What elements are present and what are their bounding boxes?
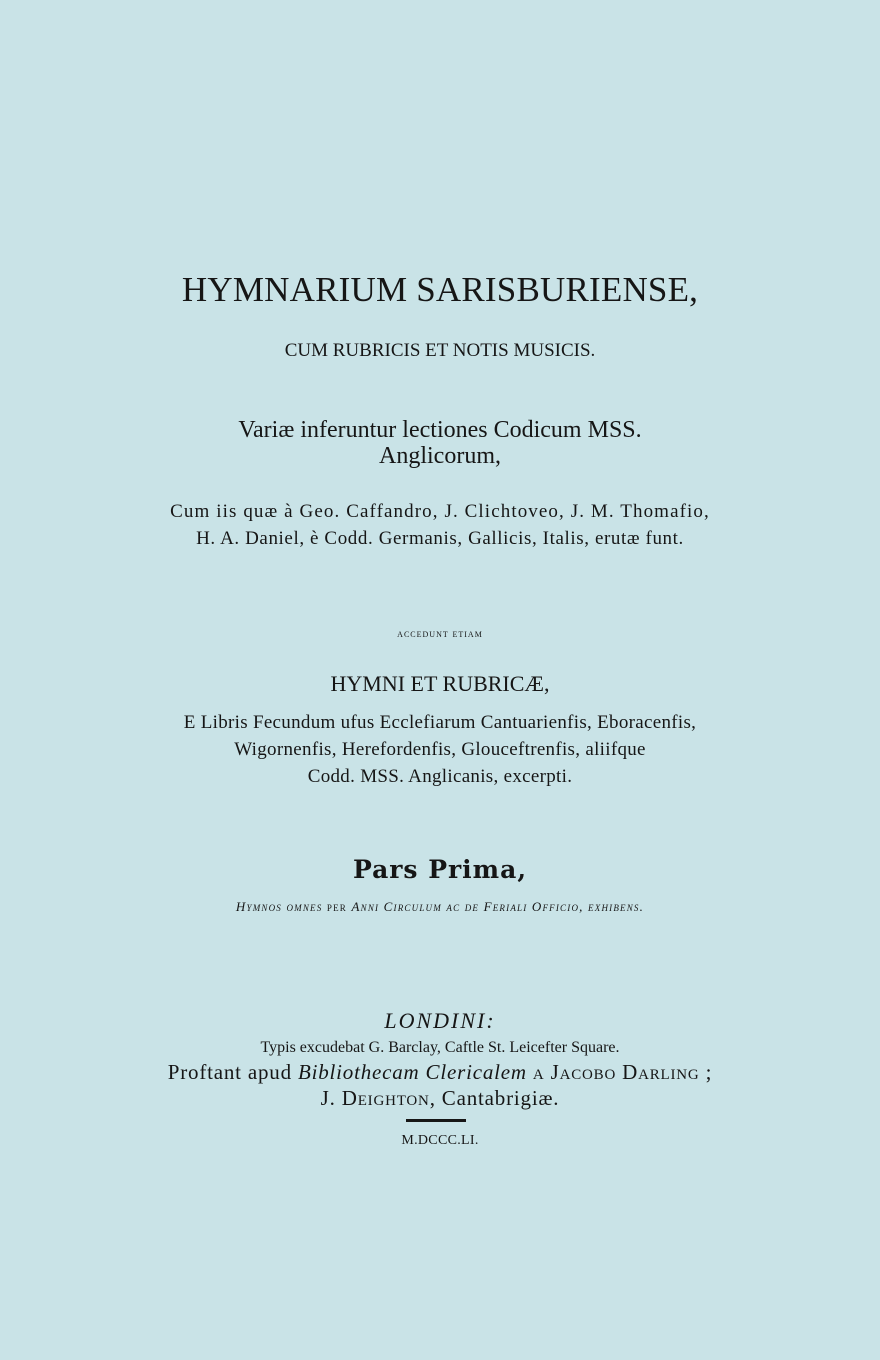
- imprint-printer: Typis excudebat G. Barclay, Caftle St. Leicefter Square.: [260, 1039, 620, 1056]
- prostant-a: Proftant apud: [167, 1060, 298, 1084]
- prostant-b: Bibliothecam Clericalem: [297, 1060, 527, 1084]
- hymnos-part-a: Hymnos omnes: [235, 899, 323, 914]
- hymnos-part-b: per: [322, 899, 352, 914]
- deighton-a: J.: [320, 1086, 342, 1110]
- cum-iis-line-2: H. A. Daniel, è Codd. Germanis, Gallicis, Italis, erutæ funt.: [196, 528, 684, 549]
- variae-line-2: Anglicorum,: [379, 443, 501, 469]
- accedunt-etiam: accedunt etiam: [397, 628, 483, 640]
- hymni-heading: HYMNI ET RUBRICÆ,: [330, 671, 550, 696]
- e-libris-line-1: E Libris Fecundum ufus Ecclefiarum Cantuarienfis, Eboracenfis,: [183, 712, 697, 733]
- imprint-deighton: [0, 1088, 880, 1109]
- imprint-city: LONDINI:: [384, 1008, 496, 1033]
- subtitle: CUM RUBRICIS ET NOTIS MUSICIS.: [284, 340, 596, 361]
- deighton-b: Deighton: [341, 1086, 430, 1110]
- book-title: HYMNARIUM SARISBURIENSE,: [181, 270, 699, 309]
- deighton-c: , Cantabrigiæ.: [429, 1086, 560, 1110]
- pars-prima: Pars Prima,: [352, 855, 528, 884]
- variae-line-1: Variæ inferuntur lectiones Codicum MSS.: [238, 417, 642, 443]
- cum-iis-line-1: Cum iis quæ à Geo. Caffandro, J. Clichtoveo, J. M. Thomafio,: [170, 501, 710, 522]
- divider-rule: [406, 1119, 466, 1122]
- e-libris-line-2: Wigornenfis, Herefordenfis, Glouceftrenfis, aliifque: [234, 739, 646, 760]
- e-libris-line-3: Codd. MSS. Anglicanis, excerpti.: [307, 766, 573, 787]
- prostant-c: a Jacobo Darling ;: [526, 1060, 713, 1084]
- imprint-prostant: [0, 1062, 880, 1083]
- hymnos-line: [0, 900, 880, 913]
- imprint-year: M.DCCC.LI.: [401, 1133, 479, 1148]
- hymnos-part-c: Anni Circulum ac de Feriali Officio, exhibens.: [351, 899, 645, 914]
